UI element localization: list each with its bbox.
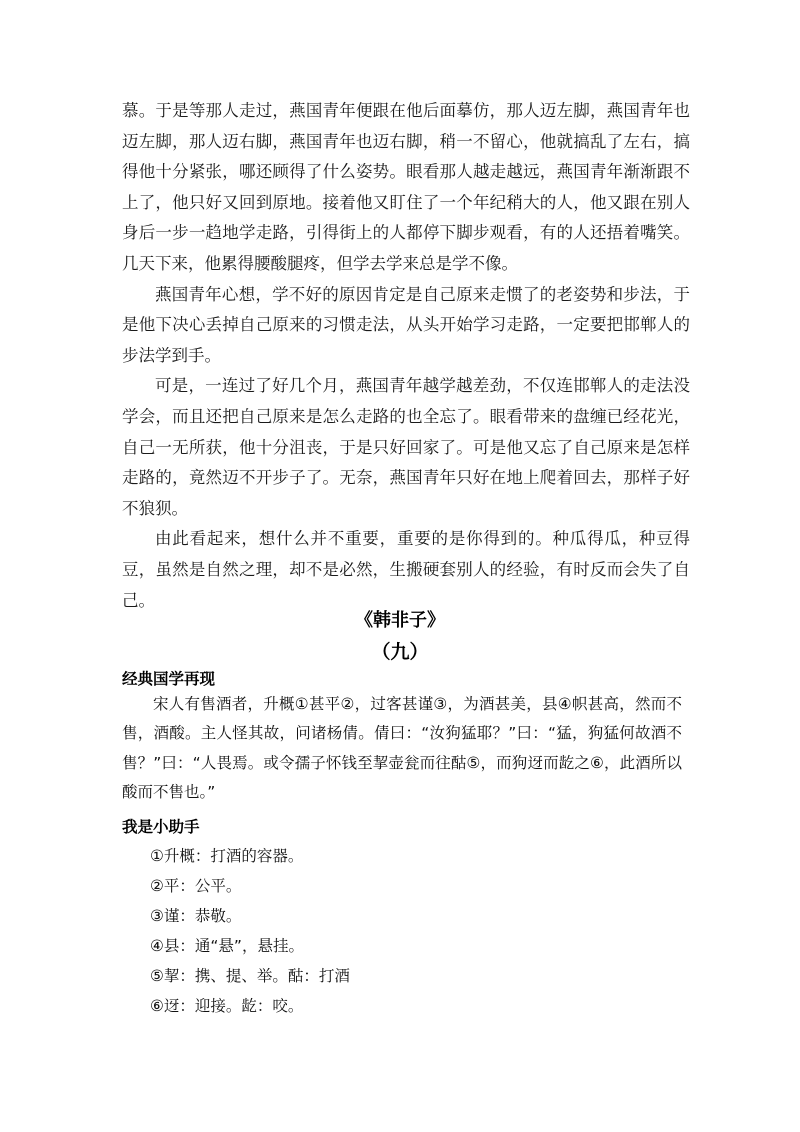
classic-section-heading: 经典国学再现 bbox=[122, 670, 216, 688]
classic-text: 宋人有售酒者，升概①甚平②，过客甚谨③，为酒甚美，县④帜甚高，然而不售，酒酸。主人怪其故，问诸杨倩。倩曰：“汝狗猛耶？”曰：“猛，狗猛何故酒不售？”曰：“人畏焉。或令孺子怀钱至挈壶瓮而往酤⑤，而狗迓而龁之⑥，此酒所以酸而不售也。” bbox=[122, 695, 682, 801]
story-continuation bbox=[122, 96, 690, 616]
chapter-number: （九） bbox=[371, 641, 429, 663]
story-paragraph: 可是，一连过了好几个月，燕国青年越学越差劲，不仅连邯郸人的走法没学会，而且还把自己原来是怎么走路的也全忘了。眼看带来的盘缠已经花光，自己一无所获，他十分沮丧，于是只好回家了。可是他又忘了自己原来是怎样走路的，竟然迈不开步子了。无奈，燕国青年只好在地上爬着回去，那样子好不狼狈。 bbox=[122, 376, 690, 518]
story-paragraph: 由此看起来，想什么并不重要，重要的是你得到的。种瓜得瓜，种豆得豆，虽然是自然之理，却不是必然，生搬硬套别人的经验，有时反而会失了自己。 bbox=[122, 529, 690, 610]
annotation-item: ③谨：恭敬。 bbox=[150, 907, 242, 925]
annotation-item: ⑤挈：携、提、举。酤：打酒 bbox=[150, 967, 350, 985]
annotation-item: ①升概：打酒的容器。 bbox=[150, 847, 304, 865]
annotation-list bbox=[150, 841, 350, 1021]
story-paragraph: 燕国青年心想，学不好的原因肯定是自己原来走惯了的老姿势和步法，于是他下决心丢掉自己原来的习惯走法，从头开始学习走路，一定要把邯郸人的步法学到手。 bbox=[122, 284, 690, 365]
chapter-title: 《韩非子》 bbox=[355, 610, 445, 631]
annotation-item: ②平：公平。 bbox=[150, 877, 242, 895]
helper-section-heading: 我是小助手 bbox=[122, 818, 200, 836]
annotation-item: ④县：通“悬”，悬挂。 bbox=[150, 937, 304, 955]
annotation-item: ⑥迓：迎接。龁：咬。 bbox=[150, 997, 304, 1015]
classic-text-block bbox=[122, 690, 682, 807]
story-paragraph: 慕。于是等那人走过，燕国青年便跟在他后面摹仿，那人迈左脚，燕国青年也迈左脚，那人迈右脚，燕国青年也迈右脚，稍一不留心，他就搞乱了左右，搞得他十分紧张，哪还顾得了什么姿势。眼看那人越走越远，燕国青年渐渐跟不上了，他只好又回到原地。接着他又盯住了一个年纪稍大的人，他又跟在别人身后一步一趋地学走路，引得街上的人都停下脚步观看，有的人还捂着嘴笑。几天下来，他累得腰酸腿疼，但学去学来总是学不像。 bbox=[122, 101, 690, 273]
